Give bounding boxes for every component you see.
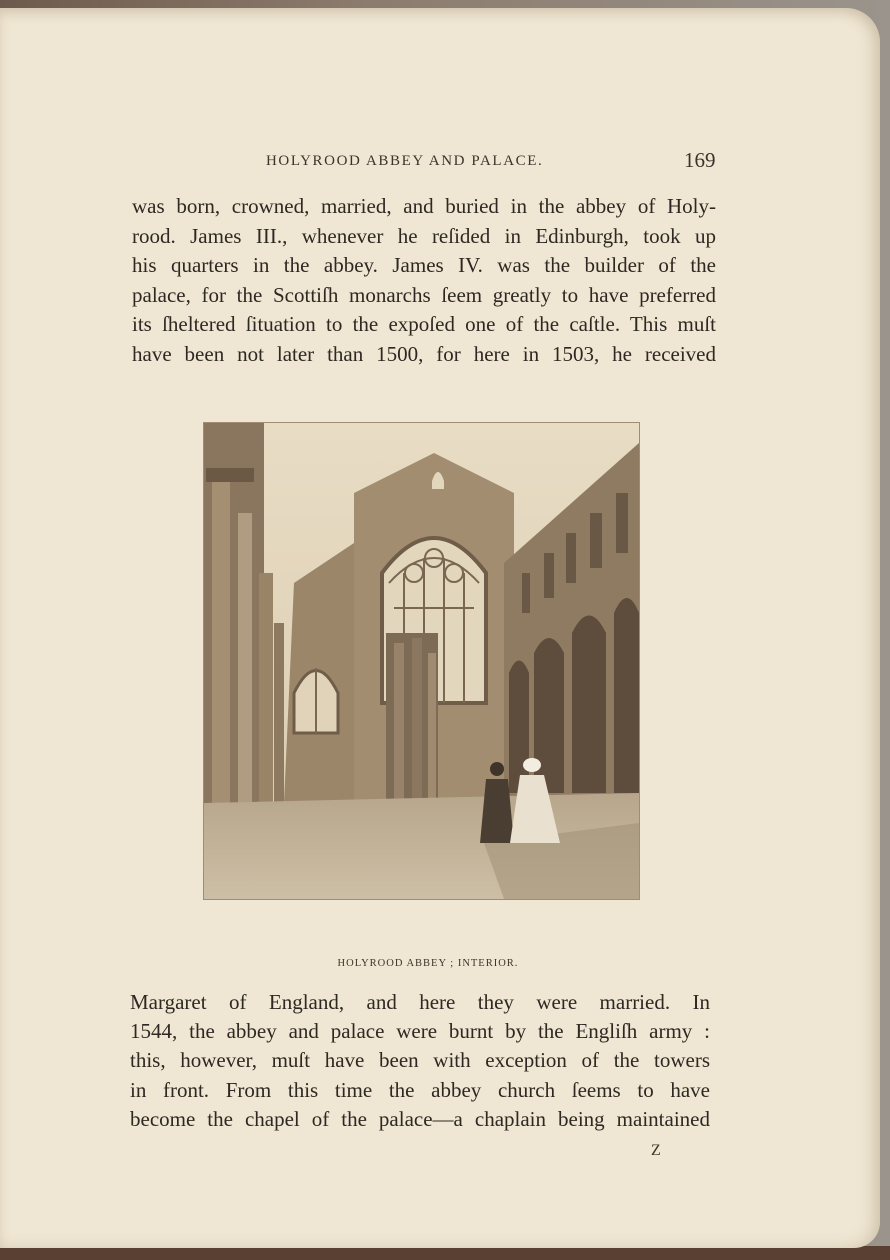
book-cover-edge xyxy=(0,1246,890,1260)
running-head: HOLYROOD ABBEY AND PALACE. xyxy=(266,153,544,169)
text-line: his quarters in the abbey. James IV. was the builder of the xyxy=(132,253,716,278)
page-number: 169 xyxy=(684,148,716,172)
abbey-interior-photograph xyxy=(204,423,639,899)
text-line: become the chapel of the palace—a chaplain being maintained xyxy=(130,1106,710,1131)
text-line: its ſheltered ſituation to the expoſed one of the caſtle. This muſt xyxy=(132,312,716,337)
book-page xyxy=(0,8,880,1248)
photograph-plate xyxy=(204,423,639,899)
signature-mark: Z xyxy=(651,1142,661,1159)
text-line: was born, crowned, married, and buried in the abbey of Holy- xyxy=(132,194,716,218)
plate-caption: HOLYROOD ABBEY ; INTERIOR. xyxy=(337,958,519,969)
text-line: Margaret of England, and here they were married. In xyxy=(130,990,710,1014)
text-line: palace, for the Scottiſh monarchs ſeem greatly to have preferred xyxy=(132,282,716,307)
text-line: rood. James III., whenever he reſided in Edinburgh, took up xyxy=(132,223,716,248)
text-line: in front. From this time the abbey church ſeems to have xyxy=(130,1077,710,1102)
text-line: have been not later than 1500, for here in 1503, he received xyxy=(132,341,716,366)
paragraph-top xyxy=(132,192,716,370)
text-line: 1544, the abbey and palace were burnt by the Engliſh army : xyxy=(130,1019,710,1044)
paragraph-bottom xyxy=(130,988,710,1134)
text-line: this, however, muſt have been with exception of the towers xyxy=(130,1048,710,1073)
